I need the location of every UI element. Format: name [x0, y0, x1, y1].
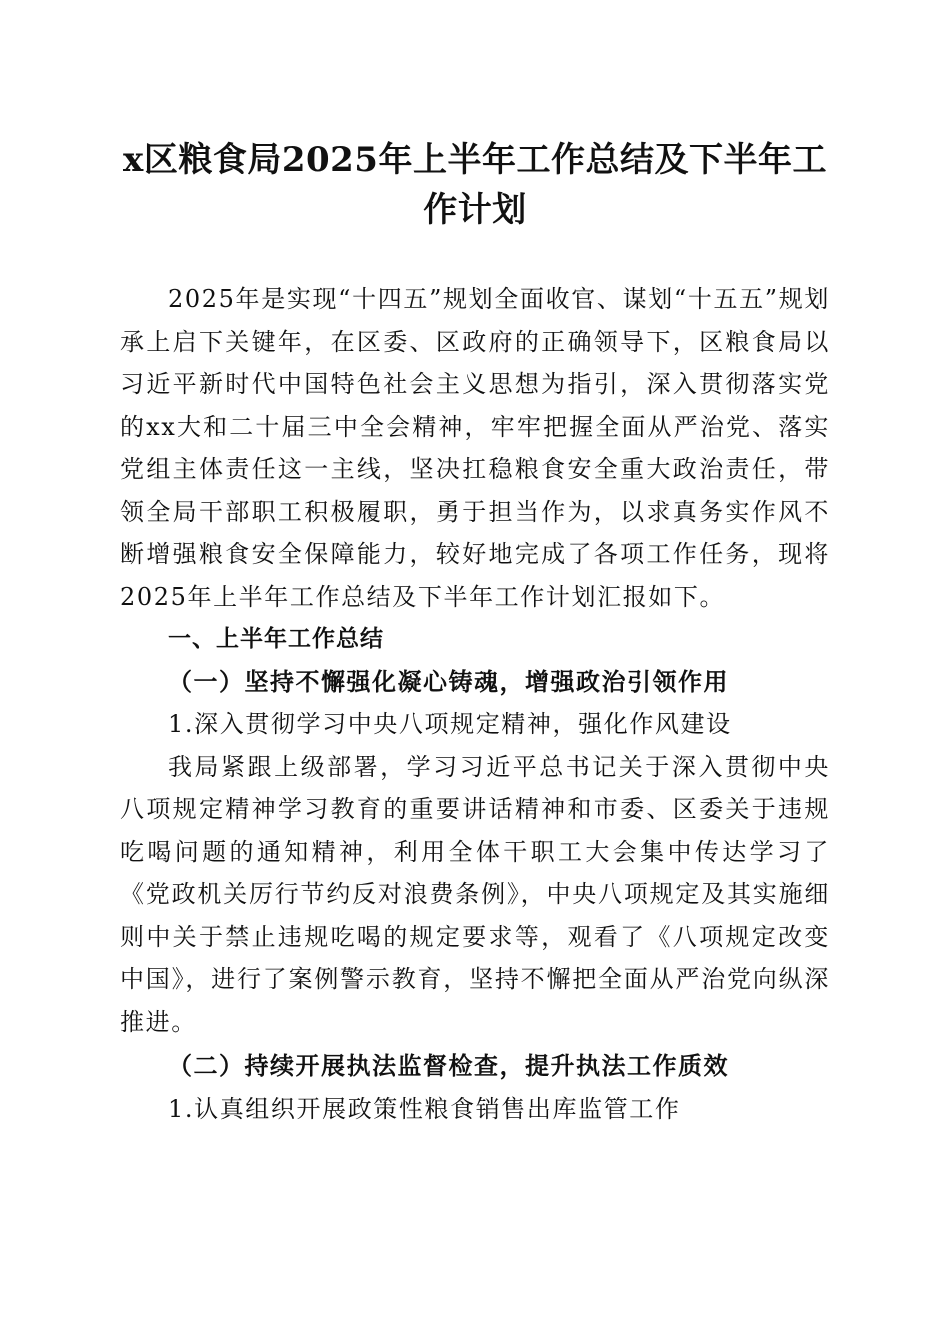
item-body-paragraph: 我局紧跟上级部署，学习习近平总书记关于深入贯彻中央八项规定精神学习教育的重要讲话精神和市委、区委关于违规吃喝问题的通知精神，利用全体干职工大会集中传达学习了《党政机关厉行节约反对浪费条例》，中央八项规定及其实施细则中关于禁止违规吃喝的规定要求等，观看了《八项规定改变中国》，进行了案例警示教育，坚持不懈把全面从严治党向纵深推进。 — [120, 752, 830, 1036]
section-heading: 一、上半年工作总结 — [168, 626, 384, 652]
item-heading: 1.深入贯彻学习中央八项规定精神，强化作风建设 — [168, 710, 732, 738]
subsection-heading: （一）坚持不懈强化凝心铸魂，增强政治引领作用 — [168, 666, 729, 696]
subsection-heading: （二）持续开展执法监督检查，提升执法工作质效 — [168, 1051, 729, 1080]
document-title: x区粮食局2025年上半年工作总结及下半年工作计划 — [123, 140, 827, 230]
document-body — [120, 278, 830, 1130]
item-heading: 1.认真组织开展政策性粮食销售出库监管工作 — [168, 1094, 681, 1123]
intro-paragraph: 2025年是实现“十四五”规划全面收官、谋划“十五五”规划承上启下关键年，在区委、区政府的正确领导下，区粮食局以习近平新时代中国特色社会主义思想为指引，深入贯彻落实党的xx大和二十届三中全会精神，牢牢把握全面从严治党、落实党组主体责任这一主线，坚决扛稳粮食安全重大政治责任，带领全局干部职工积极履职，勇于担当作为，以求真务实作风不断增强粮食安全保障能力，较好地完成了各项工作任务，现将2025年上半年工作总结及下半年工作计划汇报如下。 — [120, 285, 830, 611]
